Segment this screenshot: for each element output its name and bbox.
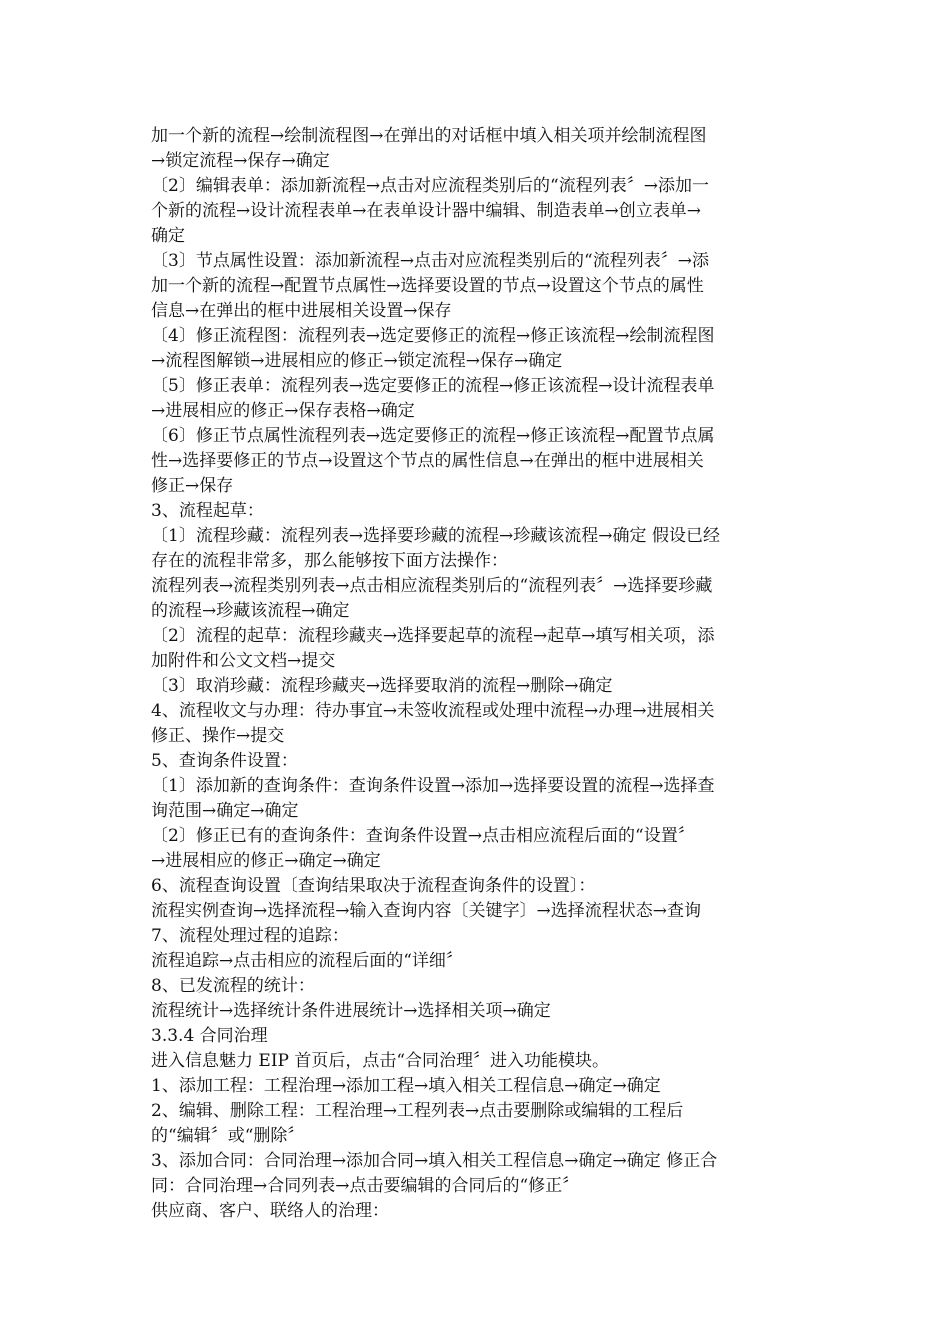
text-line: 的流程→珍藏该流程→确定 — [151, 601, 350, 621]
text-line: 〔2〕编辑表单：添加新流程→点击对应流程类别后的“流程列表〞→添加一 — [151, 176, 709, 196]
text-line: 进入信息魅力 EIP 首页后，点击“合同治理〞进入功能模块。 — [151, 1051, 610, 1071]
text-line: 〔3〕节点属性设置：添加新流程→点击对应流程类别后的“流程列表〞→添 — [151, 251, 709, 271]
text-line: 修正、操作→提交 — [151, 726, 285, 746]
section-heading: 5、查询条件设置： — [151, 751, 298, 771]
text-line: 供应商、客户、联络人的治理： — [151, 1201, 389, 1221]
text-line: 〔5〕修正表单：流程列表→选定要修正的流程→修正该流程→设计流程表单 — [151, 376, 715, 396]
section-heading: 4、流程收文与办理：待办事宜→未签收流程或处理中流程→办理→进展相关 — [151, 701, 715, 721]
text-line: 1、添加工程：工程治理→添加工程→填入相关工程信息→确定→确定 — [151, 1076, 661, 1096]
text-line: 加一个新的流程→绘制流程图→在弹出的对话框中填入相关项并绘制流程图 — [151, 126, 707, 146]
text-line: 信息→在弹出的框中进展相关设置→保存 — [151, 301, 452, 321]
document-body — [151, 124, 801, 1224]
section-heading: 3、流程起草： — [151, 501, 264, 521]
text-line: 〔3〕取消珍藏：流程珍藏夹→选择要取消的流程→删除→确定 — [151, 676, 613, 696]
text-line: →进展相应的修正→确定→确定 — [151, 851, 381, 871]
text-line: 〔6〕修正节点属性流程列表→选定要修正的流程→修正该流程→配置节点属 — [151, 426, 715, 446]
section-heading: 6、流程查询设置〔查询结果取决于流程查询条件的设置〕： — [151, 876, 596, 896]
text-line: 存在的流程非常多，那么能够按下面方法操作： — [151, 551, 508, 571]
text-line: 流程统计→选择统计条件进展统计→选择相关项→确定 — [151, 1001, 551, 1021]
text-line: 流程实例查询→选择流程→输入查询内容〔关键字〕→选择流程状态→查询 — [151, 901, 701, 921]
text-line: 加附件和公文文档→提交 — [151, 651, 336, 671]
text-line: →流程图解锁→进展相应的修正→锁定流程→保存→确定 — [151, 351, 563, 371]
text-line: 流程追踪→点击相应的流程后面的“详细〞 — [151, 951, 463, 971]
text-line: 〔4〕修正流程图：流程列表→选定要修正的流程→修正该流程→绘制流程图 — [151, 326, 715, 346]
text-line: 个新的流程→设计流程表单→在表单设计器中编辑、制造表单→创立表单→ — [151, 201, 701, 221]
text-line: 2、编辑、删除工程：工程治理→工程列表→点击要删除或编辑的工程后 — [151, 1101, 684, 1121]
text-line: 同：合同治理→合同列表→点击要编辑的合同后的“修正〞 — [151, 1176, 580, 1196]
section-heading: 7、流程处理过程的追踪： — [151, 926, 349, 946]
text-line: 确定 — [151, 226, 185, 246]
text-line: 〔2〕流程的起草：流程珍藏夹→选择要起草的流程→起草→填写相关项，添 — [151, 626, 715, 646]
text-line: 3、添加合同：合同治理→添加合同→填入相关工程信息→确定→确定 修正合 — [151, 1151, 718, 1171]
section-heading: 8、已发流程的统计： — [151, 976, 315, 996]
text-line: 〔1〕添加新的查询条件：查询条件设置→添加→选择要设置的流程→选择查 — [151, 776, 715, 796]
text-line: 加一个新的流程→配置节点属性→选择要设置的节点→设置这个节点的属性 — [151, 276, 704, 296]
text-line: 性→选择要修正的节点→设置这个节点的属性信息→在弹出的框中进展相关 — [151, 451, 704, 471]
section-heading: 3.3.4 合同治理 — [151, 1026, 268, 1046]
text-line: 流程列表→流程类别列表→点击相应流程类别后的“流程列表〞→选择要珍藏 — [151, 576, 713, 596]
text-line: →进展相应的修正→保存表格→确定 — [151, 401, 415, 421]
text-line: 〔1〕流程珍藏：流程列表→选择要珍藏的流程→珍藏该流程→确定 假设已经 — [151, 526, 720, 546]
text-line: 修正→保存 — [151, 476, 234, 496]
text-line: 的“编辑〞或“删除〞 — [151, 1126, 305, 1146]
text-line: →锁定流程→保存→确定 — [151, 151, 330, 171]
text-line: 询范围→确定→确定 — [151, 801, 299, 821]
text-line: 〔2〕修正已有的查询条件：查询条件设置→点击相应流程后面的“设置〞 — [151, 826, 695, 846]
